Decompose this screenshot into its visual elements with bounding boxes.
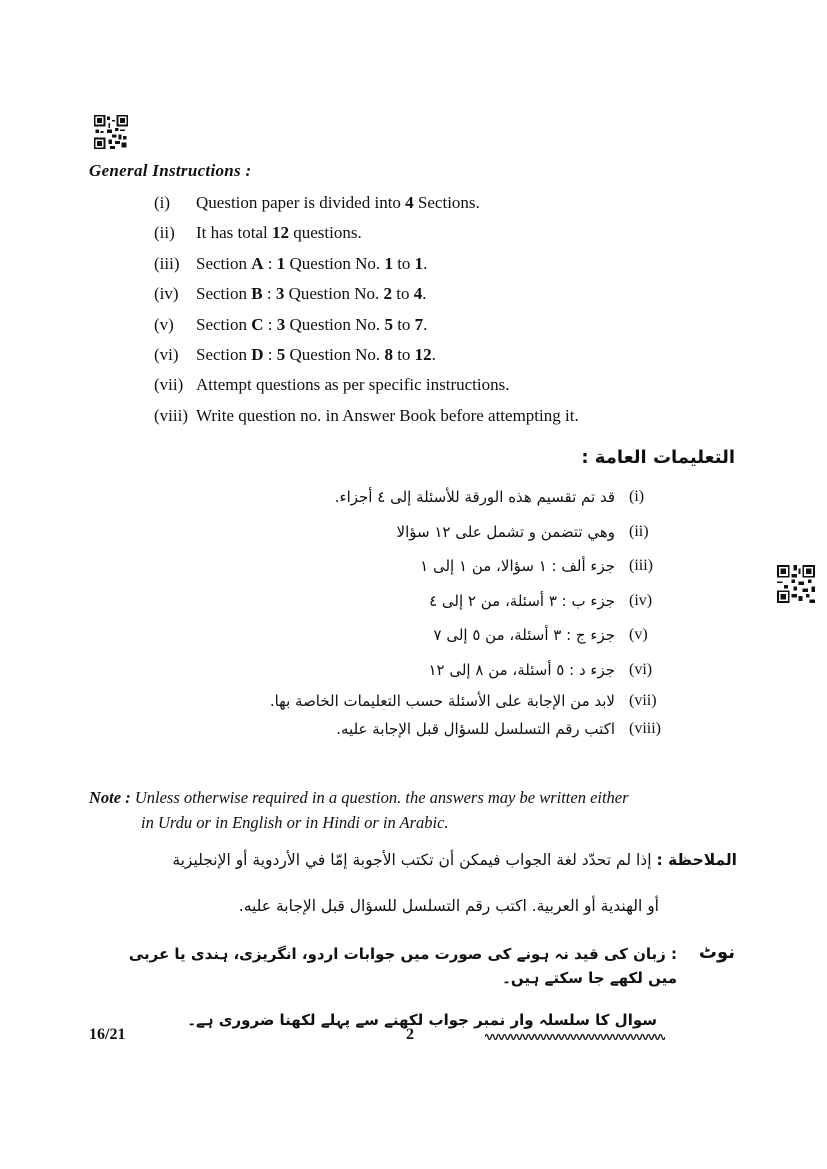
arabic-instruction-number: (v) [629, 626, 648, 644]
arabic-instruction-item [180, 584, 675, 619]
instruction-item [154, 312, 579, 342]
instruction-item [154, 190, 579, 220]
instruction-item [154, 251, 579, 281]
arabic-note-line-2: أو الهندية أو العربية. اكتب رقم التسلسل للسؤال قبل الإجابة عليه. [238, 897, 659, 915]
instruction-text: Write question no. in Answer Book before attempting it. [196, 405, 579, 425]
urdu-note-label: نوٹ [698, 942, 735, 963]
arabic-instruction-number: (iv) [629, 591, 653, 609]
arabic-instruction-item [180, 618, 675, 653]
arabic-instruction-text: جزء ألف : ١ سؤالا، من ١ إلى ١ [420, 557, 615, 576]
arabic-instruction-number: (i) [629, 488, 645, 506]
arabic-instruction-text: وهي تتضمن و تشمل على ١٢ سؤالا [396, 522, 615, 541]
instruction-number: (vi) [154, 344, 179, 364]
arabic-instruction-item [180, 515, 675, 550]
arabic-instruction-number: (ii) [629, 522, 649, 540]
arabic-instruction-item [180, 549, 675, 584]
instruction-number: (i) [154, 193, 171, 212]
instruction-number: (iii) [154, 253, 180, 273]
qr-code-icon [777, 565, 815, 603]
instruction-item [154, 220, 579, 250]
arabic-note-line-1: إذا لم تحدّد لغة الجواب فيمكن أن تكتب الأجوبة إمّا في الأردوية أو الإنجليزية [172, 851, 652, 869]
arabic-note-label: الملاحظة : [656, 851, 737, 869]
instruction-item [154, 403, 579, 433]
instruction-text: Section A : 1 Question No. 1 to 1. [196, 253, 428, 273]
arabic-instruction-text: قد تم تقسيم هذه الورقة للأسئلة إلى ٤ أجزاء. [334, 488, 615, 507]
arabic-instruction-item [180, 653, 675, 688]
arabic-instructions-list [180, 480, 675, 743]
urdu-note-line-1: : زبان کی قید نہ ہونے کی صورت میں جوابات اردو، انگریزی، ہندی یا عربی میں لکھے جا سکتے ہیں۔ [128, 945, 677, 987]
instruction-item [154, 342, 579, 372]
instruction-item [154, 372, 579, 402]
page-number: 2 [406, 1026, 414, 1043]
arabic-instruction-number: (iii) [629, 557, 653, 575]
urdu-note-line-2: سوال کا سلسلہ وار نمبر جواب لکھنے سے پہلے لکھنا ضروری ہے۔ [187, 1011, 657, 1029]
arabic-instruction-text: جزء ب : ٣ أسئلة، من ٢ إلى ٤ [429, 591, 615, 610]
arabic-instruction-item [180, 715, 675, 743]
arabic-instruction-text: اكتب رقم التسلسل للسؤال قبل الإجابة عليه. [336, 720, 615, 738]
arabic-instruction-text: جزء د : ٥ أسئلة، من ٨ إلى ١٢ [428, 660, 615, 679]
general-instructions-heading: General Instructions : [89, 161, 252, 180]
instruction-number: (ii) [154, 223, 175, 243]
instruction-text: Section C : 3 Question No. 5 to 7. [196, 314, 428, 334]
instruction-number: (iv) [154, 284, 179, 304]
note-line-2: in Urdu or in English or in Hindi or in Arabic. [141, 813, 449, 832]
wavy-line-decoration [485, 1031, 665, 1043]
qr-code-icon [94, 115, 128, 149]
arabic-instruction-number: (vii) [629, 692, 657, 709]
arabic-instruction-number: (vi) [629, 660, 653, 678]
instruction-text: Section D : 5 Question No. 8 to 12. [196, 344, 436, 364]
instruction-text: Attempt questions as per specific instructions. [196, 375, 510, 395]
arabic-instruction-item [180, 687, 675, 715]
instruction-number: (viii) [154, 405, 188, 425]
arabic-instruction-text: جزء ج : ٣ أسئلة، من ٥ إلى ٧ [433, 626, 615, 645]
general-instructions-list [154, 190, 579, 433]
paper-code: 16/21 [89, 1026, 126, 1043]
urdu-note [97, 942, 677, 1032]
english-note [89, 785, 749, 835]
note-line-1: Unless otherwise required in a question. the answers may be written either [134, 788, 629, 807]
instruction-number: (v) [154, 314, 174, 334]
arabic-note [127, 848, 737, 918]
instruction-text: Section B : 3 Question No. 2 to 4. [196, 284, 427, 304]
instruction-text: It has total 12 questions. [196, 223, 362, 243]
instruction-text: Question paper is divided into 4 Sections. [196, 193, 480, 212]
instruction-number: (vii) [154, 375, 184, 395]
arabic-instruction-item [180, 480, 675, 515]
arabic-instructions-heading: التعليمات العامة : [581, 447, 735, 468]
arabic-instruction-number: (viii) [629, 720, 661, 737]
arabic-instruction-text: لابد من الإجابة على الأسئلة حسب التعليمات الخاصة بها. [269, 692, 615, 710]
instruction-item [154, 281, 579, 311]
note-label: Note : [89, 788, 131, 807]
